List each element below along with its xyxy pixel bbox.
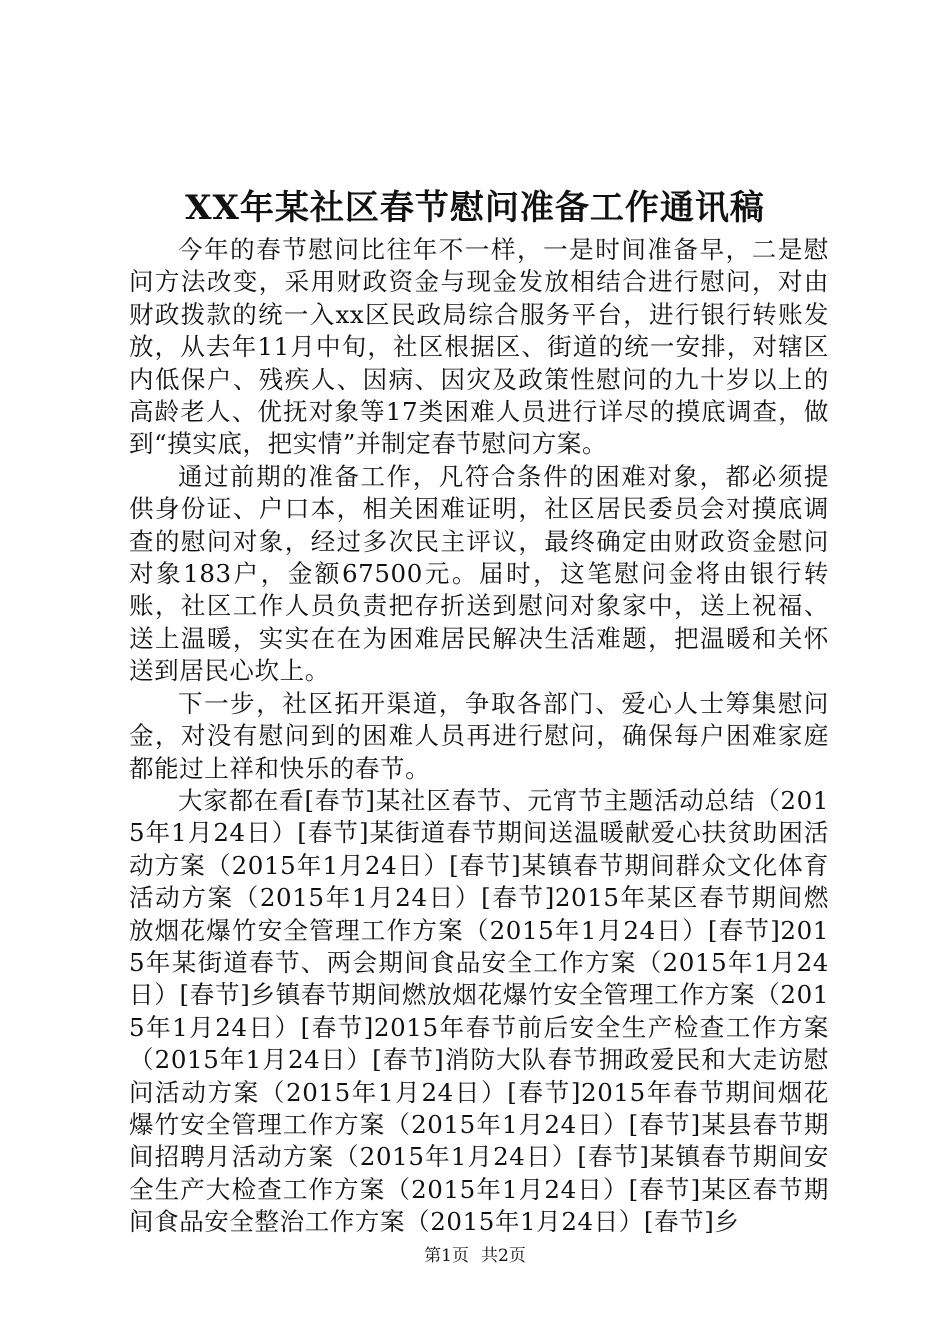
document-title: XX年某社区春节慰问准备工作通讯稿 (185, 188, 765, 228)
paragraph: 通过前期的准备工作，凡符合条件的困难对象，都必须提供身份证、户口本，相关困难证明，社区居民委员会对摸底调查的慰问对象，经过多次民主评议，最终确定由财政资金慰问对象183户，金额67500元。届时，这笔慰问金将由银行转账，社区工作人员负责把存折送到慰问对象家中，送上祝福、送上温暖，实实在在为困难居民解决生活难题，把温暖和关怀送到居民心坎上。 (129, 461, 829, 686)
page-total: 共2页 (481, 1246, 526, 1266)
paragraph: 今年的春节慰问比往年不一样，一是时间准备早，二是慰问方法改变，采用财政资金与现金发放相结合进行慰问，对由财政拨款的统一入xx区民政局综合服务平台，进行银行转账发放，从去年11月中旬，社区根据区、街道的统一安排，对辖区内低保户、残疾人、因病、因灾及政策性慰问的九十岁以上的高龄老人、优抚对象等17类困难人员进行详尽的摸底调查，做到“摸实底，把实情”并制定春节慰问方案。 (129, 235, 829, 459)
paragraph: 下一步，社区拓开渠道，争取各部门、爱心人士筹集慰问金，对没有慰问到的困难人员再进行慰问，确保每户困难家庭都能过上祥和快乐的春节。 (129, 688, 829, 783)
paragraph: 大家都在看[春节]某社区春节、元宵节主题活动总结（2015年1月24日）[春节]某街道春节期间送温暖献爱心扶贫助困活动方案（2015年1月24日）[春节]某镇春节期间群众文化体育活动方案（2015年1月24日）[春节]2015年某区春节期间燃放烟花爆竹安全管理工作方案（2015年1月24日）[春节]2015年某街道春节、两会期间食品安全工作方案（2015年1月24日）[春节]乡镇春节期间燃放烟花爆竹安全管理工作方案（2015年1月24日）[春节]2015年春节前后安全生产检查工作方案（2015年1月24日）[春节]消防大队春节拥政爱民和大走访慰问活动方案（2015年1月24日）[春节]2015年春节期间烟花爆竹安全管理工作方案（2015年1月24日）[春节]某县春节期间招聘月活动方案（2015年1月24日）[春节]某镇春节期间安全生产大检查工作方案（2015年1月24日）[春节]某区春节期间食品安全整治工作方案（2015年1月24日）[春节]乡 (129, 785, 829, 1237)
page-number: 第1页 (424, 1246, 469, 1266)
page-footer (0, 1245, 950, 1267)
document-body (129, 234, 829, 1239)
